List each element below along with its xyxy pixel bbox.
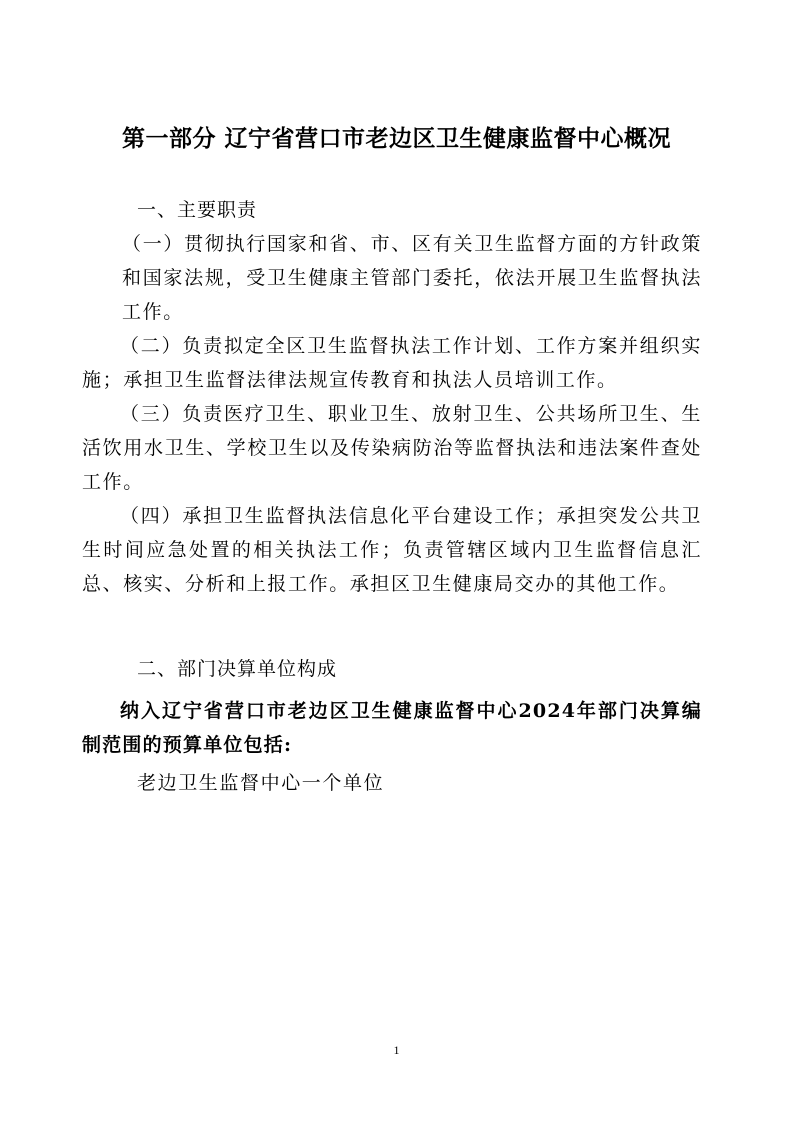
unit-list-item: 老边卫生监督中心一个单位 — [137, 772, 385, 794]
page-title: 第一部分 辽宁省营口市老边区卫生健康监督中心概况 — [121, 125, 671, 152]
duty-paragraph-2: （二）负责拟定全区卫生监督执法工作计划、工作方案并组织实施；承担卫生监督法律法规宣传教育和执法人员培训工作。 — [82, 335, 702, 391]
duty-paragraph-3: （三）负责医疗卫生、职业卫生、放射卫生、公共场所卫生、生活饮用水卫生、学校卫生以及传染病防治等监督执法和违法案件查处工作。 — [82, 403, 702, 493]
section-heading-unit-composition: 二、部门决算单位构成 — [137, 658, 338, 680]
duty-paragraph-4: （四）承担卫生监督执法信息化平台建设工作；承担突发公共卫生时间应急处置的相关执法工作；负责管辖区域内卫生监督信息汇总、核实、分析和上报工作。承担区卫生健康局交办的其他工作。 — [82, 505, 702, 595]
page-number: 1 — [393, 1043, 400, 1057]
duty-paragraph-1: （一）贯彻执行国家和省、市、区有关卫生监督方面的方针政策和国家法规，受卫生健康主管部门委托，依法开展卫生监督执法工作。 — [122, 233, 702, 323]
budget-scope-statement: 纳入辽宁省营口市老边区卫生健康监督中心2024年部门决算编制范围的预算单位包括: — [82, 700, 702, 756]
section-heading-main-duties: 一、主要职责 — [137, 199, 258, 221]
